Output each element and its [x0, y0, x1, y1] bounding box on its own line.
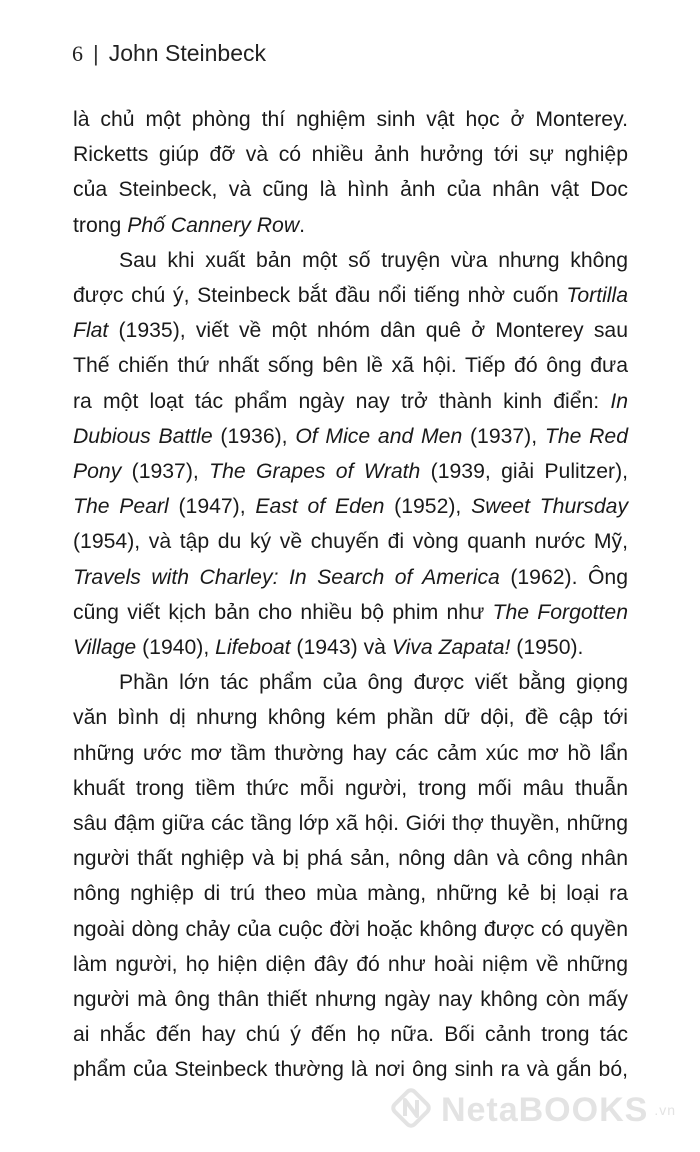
text-line: phẩm của Steinbeck thường là nơi ông sinh ra và gắn bó,: [73, 1058, 628, 1082]
book-title: Flat: [73, 319, 109, 343]
text-line: văn bình dị nhưng không kém phần dữ dội, đề cập tới: [73, 706, 628, 730]
text-line: [73, 313, 628, 348]
book-title: East of Eden: [255, 495, 385, 519]
book-title: Viva Zapata!: [391, 636, 511, 660]
book-title: Sweet Thursday: [471, 495, 629, 519]
netabooks-logo-icon: [391, 1088, 435, 1132]
paragraph-3: [73, 665, 628, 1087]
text-line: người mà ông thân thiết nhưng ngày nay không còn mấy: [73, 988, 628, 1012]
text-run: (1943) và: [290, 636, 392, 660]
text-run: (1950).: [510, 636, 584, 660]
text-line: khuất trong tiềm thức mỗi người, trong mối mâu thuẫn: [73, 776, 628, 800]
text-line: [73, 208, 628, 243]
text-line: Ricketts giúp đỡ và có nhiều ảnh hưởng tới sự nghiệp: [73, 143, 628, 167]
book-title: Pony: [73, 460, 122, 484]
text-line: [73, 419, 628, 454]
text-run: ra một loạt tác phẩm ngày nay trở thành kinh điển:: [73, 389, 611, 413]
text-line: (1954), và tập du ký về chuyến đi vòng quanh nước Mỹ,: [73, 530, 628, 554]
book-title: Phố Cannery Row: [127, 213, 300, 237]
text-line: Phần lớn tác phẩm của ông được viết bằng giọng: [119, 671, 628, 695]
text-line: người thất nghiệp và bị phá sản, nông dân và công nhân: [73, 847, 628, 871]
paragraph-1: [73, 102, 628, 243]
header-separator: |: [93, 40, 99, 66]
text-run: (1962). Ông: [499, 565, 628, 589]
book-title: Tortilla: [566, 284, 628, 308]
text-line: là chủ một phòng thí nghiệm sinh vật học ở Monterey.: [73, 108, 628, 131]
book-title: The Grapes of Wrath: [209, 460, 421, 484]
book-title: Lifeboat: [215, 636, 291, 660]
book-title: The Pearl: [73, 495, 169, 519]
book-title: Dubious Battle: [73, 424, 213, 448]
text-line: [73, 489, 628, 524]
book-title: Of Mice and Men: [295, 424, 463, 448]
text-run: (1935), viết về một nhóm dân quê ở Monterey sau: [108, 319, 628, 343]
running-header: [72, 40, 266, 67]
text-line: [73, 384, 628, 419]
author-name: John Steinbeck: [108, 40, 266, 66]
page-number: 6: [72, 40, 83, 66]
netabooks-watermark: [391, 1088, 676, 1132]
text-line: [73, 560, 628, 595]
text-line: Sau khi xuất bản một số truyện vừa nhưng không: [119, 248, 628, 272]
book-title: Village: [73, 636, 137, 660]
watermark-brand: NetaBOOKS: [440, 1090, 649, 1129]
book-title: In: [610, 389, 628, 413]
text-line: [73, 454, 628, 489]
text-run: trong: [73, 213, 128, 237]
book-title: The Forgotten: [492, 600, 628, 624]
text-line: những ước mơ tầm thường hay các cảm xúc mơ hồ lẩn: [73, 741, 628, 765]
text-run: cũng viết kịch bản cho nhiều bộ phim như: [73, 600, 493, 624]
text-run: (1936),: [212, 424, 296, 448]
text-line: của Steinbeck, và cũng là hình ảnh của nhân vật Doc: [73, 178, 628, 202]
text-run: (1937),: [462, 424, 545, 448]
text-run: (1947),: [168, 495, 256, 519]
text-line: [73, 595, 628, 630]
page-body: [73, 102, 628, 1088]
text-line: [73, 278, 628, 313]
text-run: (1937),: [121, 460, 210, 484]
text-line: làm người, họ hiện diện đây đó như hoài niệm về những: [73, 952, 628, 976]
text-run: .: [299, 213, 306, 237]
text-run: (1939, giải Pulitzer),: [420, 460, 629, 484]
text-line: Thế chiến thứ nhất sống bên lề xã hội. Tiếp đó ông đưa: [73, 354, 628, 378]
text-line: sâu đậm giữa các tầng lớp xã hội. Giới thợ thuyền, những: [73, 812, 628, 836]
watermark-suffix: .vn: [654, 1102, 676, 1118]
text-line: ai nhắc đến hay chú ý đến họ nữa. Bối cảnh trong tác: [73, 1023, 628, 1047]
book-title: The Red: [544, 424, 629, 448]
book-title: Travels with Charley: In Search of America: [73, 565, 500, 589]
text-line: ngoài dòng chảy của cuộc đời hoặc không được có quyền: [73, 917, 628, 941]
paragraph-2: [73, 243, 628, 665]
text-run: (1952),: [384, 495, 472, 519]
text-line: [73, 630, 628, 665]
text-run: (1940),: [136, 636, 216, 660]
text-line: nông nghiệp di trú theo mùa màng, những kẻ bị loại ra: [73, 882, 628, 906]
text-run: được chú ý, Steinbeck bắt đầu nổi tiếng nhờ cuốn: [73, 284, 567, 308]
